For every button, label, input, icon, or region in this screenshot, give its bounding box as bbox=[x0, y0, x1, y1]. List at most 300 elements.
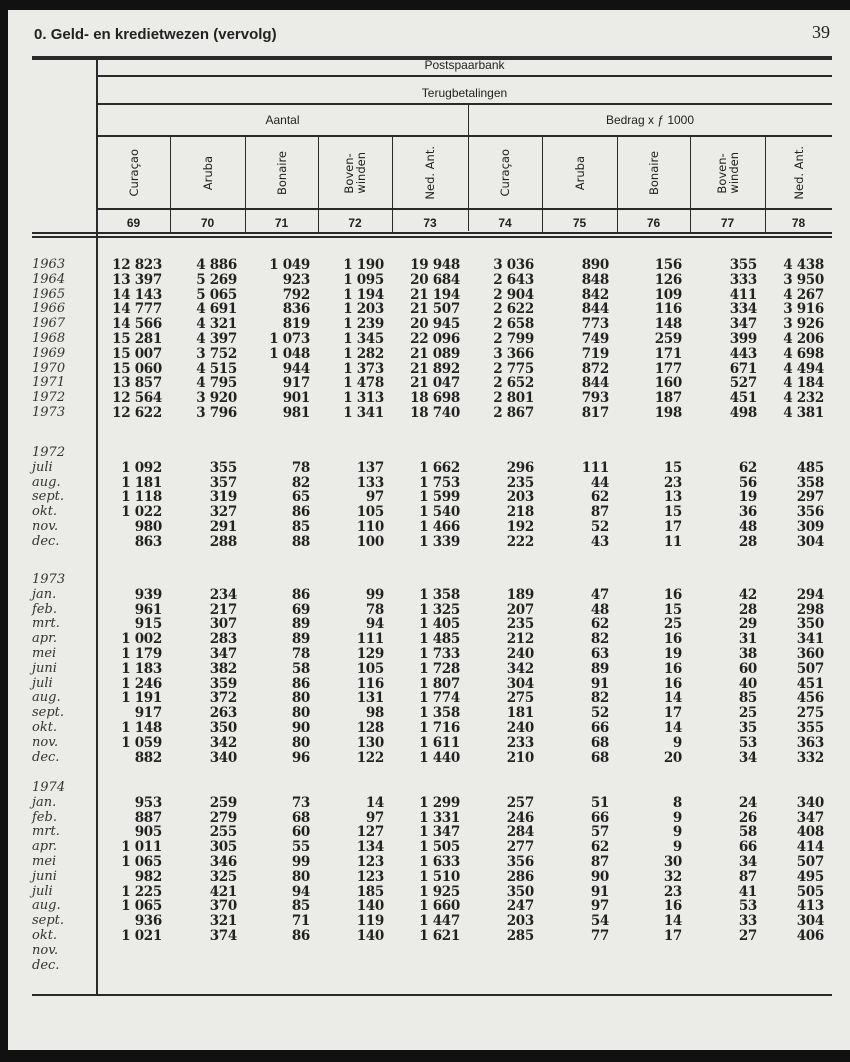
table-cell: 414 bbox=[796, 839, 824, 856]
table-cell: 20 945 bbox=[410, 316, 460, 333]
table-cell: 817 bbox=[581, 404, 609, 421]
table-row bbox=[32, 706, 832, 721]
table-cell: 961 bbox=[134, 601, 162, 618]
table-cell: 58 bbox=[291, 660, 310, 677]
table-cell: 297 bbox=[796, 489, 824, 506]
table-cell: 4 184 bbox=[783, 375, 824, 392]
table-cell: 105 bbox=[356, 504, 384, 521]
table-row bbox=[32, 811, 832, 826]
table-cell: 62 bbox=[590, 839, 609, 856]
table-row bbox=[32, 476, 832, 491]
table-cell: 48 bbox=[738, 518, 757, 535]
section-title: 0. Geld- en kredietwezen (vervolg) bbox=[34, 26, 277, 43]
table-cell: 129 bbox=[356, 645, 384, 662]
table-cell: 399 bbox=[729, 330, 757, 347]
table-cell: 332 bbox=[796, 749, 824, 766]
table-cell: 981 bbox=[282, 404, 310, 421]
table-cell: 111 bbox=[581, 459, 609, 476]
table-cell: 342 bbox=[506, 660, 534, 677]
table-cell: 11 bbox=[663, 533, 682, 550]
table-cell: 69 bbox=[291, 601, 310, 618]
table-cell: 42 bbox=[738, 586, 757, 603]
table-cell: 443 bbox=[729, 345, 757, 362]
row-label: mei bbox=[32, 645, 57, 661]
bottom-rule bbox=[32, 994, 832, 996]
table-cell: 382 bbox=[209, 660, 237, 677]
table-cell: 917 bbox=[282, 375, 310, 392]
column-number: 70 bbox=[200, 216, 215, 230]
table-cell: 9 bbox=[672, 734, 682, 751]
table-row bbox=[32, 944, 832, 959]
table-cell: 99 bbox=[365, 586, 384, 603]
table-cell: 1 807 bbox=[419, 675, 460, 692]
table-cell: 85 bbox=[291, 898, 310, 915]
table-cell: 1 599 bbox=[419, 489, 460, 506]
header-line bbox=[97, 135, 832, 137]
table-cell: 24 bbox=[738, 794, 757, 811]
table-cell: 15 bbox=[663, 601, 682, 618]
table-cell: 408 bbox=[796, 824, 824, 841]
table-cell: 82 bbox=[590, 631, 609, 648]
table-cell: 98 bbox=[365, 705, 384, 722]
table-cell: 192 bbox=[506, 518, 534, 535]
row-label: dec. bbox=[32, 749, 60, 765]
table-row bbox=[32, 391, 832, 406]
table-cell: 298 bbox=[796, 601, 824, 618]
table-cell: 507 bbox=[796, 853, 824, 870]
sub-header: Terugbetalingen bbox=[421, 86, 508, 100]
table-cell: 347 bbox=[796, 809, 824, 826]
row-label: apr. bbox=[32, 839, 57, 855]
table-cell: 8 bbox=[672, 794, 682, 811]
column-number: 71 bbox=[274, 216, 289, 230]
table-cell: 14 bbox=[663, 913, 682, 930]
table-cell: 350 bbox=[796, 616, 824, 633]
row-label: sept. bbox=[32, 705, 65, 721]
table-cell: 34 bbox=[738, 749, 757, 766]
table-cell: 235 bbox=[506, 474, 534, 491]
table-cell: 1 662 bbox=[419, 459, 460, 476]
table-cell: 78 bbox=[291, 459, 310, 476]
table-cell: 1 925 bbox=[419, 883, 460, 900]
table-cell: 1 065 bbox=[121, 853, 162, 870]
table-cell: 5 269 bbox=[196, 271, 237, 288]
table-cell: 1 191 bbox=[121, 690, 162, 707]
table-cell: 4 438 bbox=[783, 257, 824, 273]
row-label: aug. bbox=[32, 690, 61, 706]
table-cell: 283 bbox=[209, 631, 237, 648]
table-group bbox=[32, 258, 832, 421]
table-cell: 1 774 bbox=[419, 690, 460, 707]
table-cell: 85 bbox=[738, 690, 757, 707]
table-cell: 89 bbox=[291, 631, 310, 648]
table-cell: 305 bbox=[209, 839, 237, 856]
table-cell: 25 bbox=[663, 616, 682, 633]
table-cell: 1 246 bbox=[121, 675, 162, 692]
table-cell: 363 bbox=[796, 734, 824, 751]
table-cell: 1 002 bbox=[121, 631, 162, 648]
table-cell: 63 bbox=[590, 645, 609, 662]
table-cell: 923 bbox=[282, 271, 310, 288]
table-cell: 4 206 bbox=[783, 330, 824, 347]
table-cell: 94 bbox=[365, 616, 384, 633]
table-cell: 360 bbox=[796, 645, 824, 662]
table-cell: 21 194 bbox=[410, 286, 460, 303]
table-cell: 86 bbox=[291, 504, 310, 521]
table-cell: 1 011 bbox=[121, 839, 162, 856]
table-cell: 99 bbox=[291, 853, 310, 870]
table-cell: 1 540 bbox=[419, 504, 460, 521]
table-cell: 406 bbox=[796, 927, 824, 944]
header-line bbox=[97, 75, 832, 77]
table-cell: 1 341 bbox=[343, 404, 384, 421]
row-label: feb. bbox=[32, 601, 57, 617]
header-line bbox=[97, 208, 832, 210]
table-cell: 85 bbox=[291, 518, 310, 535]
table-cell: 4 321 bbox=[196, 316, 237, 333]
table-cell: 372 bbox=[209, 690, 237, 707]
table-cell: 456 bbox=[796, 690, 824, 707]
document-page bbox=[8, 10, 850, 1050]
table-cell: 116 bbox=[356, 675, 384, 692]
table-row bbox=[32, 588, 832, 603]
group-label: 1972 bbox=[32, 445, 66, 460]
column-number: 76 bbox=[646, 216, 661, 230]
table-cell: 905 bbox=[134, 824, 162, 841]
column-number: 74 bbox=[498, 216, 512, 230]
table-cell: 87 bbox=[738, 868, 757, 885]
table-cell: 1 190 bbox=[343, 257, 384, 273]
column-header-label: Ned. Ant. bbox=[423, 146, 437, 200]
table-cell: 48 bbox=[590, 601, 609, 618]
table-cell: 340 bbox=[796, 794, 824, 811]
column-header-label: Boven- winden bbox=[714, 152, 741, 194]
table-cell: 277 bbox=[506, 839, 534, 856]
row-label: 1971 bbox=[32, 375, 66, 391]
table-cell: 53 bbox=[738, 898, 757, 915]
table-cell: 2 799 bbox=[493, 330, 534, 347]
row-label: okt. bbox=[32, 719, 58, 735]
table-cell: 1 728 bbox=[419, 660, 460, 677]
table-cell: 275 bbox=[796, 705, 824, 722]
table-cell: 19 bbox=[663, 645, 682, 662]
table-cell: 156 bbox=[654, 257, 682, 273]
table-cell: 3 796 bbox=[196, 404, 237, 421]
table-row bbox=[32, 461, 832, 476]
table-cell: 33 bbox=[738, 913, 757, 930]
column-divider bbox=[617, 136, 618, 232]
table-cell: 719 bbox=[581, 345, 609, 362]
table-cell: 222 bbox=[506, 533, 534, 550]
row-label: feb. bbox=[32, 809, 57, 825]
table-cell: 68 bbox=[291, 809, 310, 826]
table-cell: 917 bbox=[134, 705, 162, 722]
row-label: 1968 bbox=[32, 330, 66, 346]
table-cell: 4 886 bbox=[196, 257, 237, 273]
table-cell: 240 bbox=[506, 645, 534, 662]
table-cell: 97 bbox=[590, 898, 609, 915]
super-header: Postspaarbank bbox=[424, 58, 505, 72]
table-cell: 3 916 bbox=[783, 301, 824, 318]
table-cell: 13 397 bbox=[112, 271, 162, 288]
table-cell: 451 bbox=[729, 390, 757, 407]
table-cell: 259 bbox=[209, 794, 237, 811]
row-label: sept. bbox=[32, 913, 65, 929]
column-header-label: Bonaire bbox=[646, 150, 661, 195]
table-row bbox=[32, 929, 832, 944]
table-cell: 304 bbox=[796, 913, 824, 930]
column-header bbox=[318, 138, 392, 208]
column-divider bbox=[392, 136, 393, 232]
table-cell: 953 bbox=[134, 794, 162, 811]
table-cell: 1 282 bbox=[343, 345, 384, 362]
row-label: 1966 bbox=[32, 301, 66, 317]
column-divider bbox=[170, 136, 171, 232]
table-cell: 16 bbox=[663, 586, 682, 603]
table-cell: 51 bbox=[590, 794, 609, 811]
table-cell: 257 bbox=[506, 794, 534, 811]
table-cell: 203 bbox=[506, 489, 534, 506]
table-cell: 82 bbox=[291, 474, 310, 491]
table-cell: 177 bbox=[654, 360, 682, 377]
table-cell: 1 148 bbox=[121, 719, 162, 736]
row-label: 1970 bbox=[32, 360, 66, 376]
table-cell: 100 bbox=[356, 533, 384, 550]
table-cell: 71 bbox=[291, 913, 310, 930]
table-cell: 90 bbox=[291, 719, 310, 736]
table-row bbox=[32, 959, 832, 974]
table-cell: 17 bbox=[663, 705, 682, 722]
row-label: juli bbox=[32, 675, 53, 691]
table-cell: 5 065 bbox=[196, 286, 237, 303]
table-cell: 22 096 bbox=[410, 330, 460, 347]
table-cell: 131 bbox=[356, 690, 384, 707]
table-cell: 66 bbox=[590, 809, 609, 826]
row-label: okt. bbox=[32, 504, 58, 520]
table-cell: 1 358 bbox=[419, 705, 460, 722]
table-cell: 1 505 bbox=[419, 839, 460, 856]
table-cell: 334 bbox=[729, 301, 757, 318]
column-header-label: Ned. Ant. bbox=[791, 146, 806, 200]
row-label: nov. bbox=[32, 518, 59, 534]
row-label: apr. bbox=[32, 631, 57, 647]
table-cell: 296 bbox=[506, 459, 534, 476]
table-cell: 887 bbox=[134, 809, 162, 826]
table-cell: 109 bbox=[654, 286, 682, 303]
table-cell: 263 bbox=[209, 705, 237, 722]
table-cell: 203 bbox=[506, 913, 534, 930]
row-label: 1972 bbox=[32, 390, 66, 406]
table-cell: 40 bbox=[738, 675, 757, 692]
table-cell: 78 bbox=[291, 645, 310, 662]
table-row bbox=[32, 317, 832, 332]
header-line bbox=[97, 103, 832, 105]
table-cell: 327 bbox=[209, 504, 237, 521]
table-cell: 60 bbox=[738, 660, 757, 677]
table-cell: 122 bbox=[356, 749, 384, 766]
table-cell: 9 bbox=[672, 809, 682, 826]
table-cell: 123 bbox=[356, 868, 384, 885]
table-cell: 307 bbox=[209, 616, 237, 633]
table-cell: 1 299 bbox=[419, 794, 460, 811]
table-cell: 275 bbox=[506, 690, 534, 707]
table-cell: 19 948 bbox=[410, 257, 460, 273]
table-row bbox=[32, 520, 832, 535]
row-label: 1963 bbox=[32, 257, 66, 272]
column-header bbox=[468, 138, 542, 208]
column-number: 77 bbox=[720, 216, 735, 230]
table-cell: 333 bbox=[729, 271, 757, 288]
table-cell: 1 092 bbox=[121, 459, 162, 476]
table-cell: 4 397 bbox=[196, 330, 237, 347]
table-cell: 259 bbox=[654, 330, 682, 347]
table-cell: 35 bbox=[738, 719, 757, 736]
table-cell: 341 bbox=[796, 631, 824, 648]
table-cell: 23 bbox=[663, 883, 682, 900]
table-cell: 55 bbox=[291, 839, 310, 856]
table-cell: 80 bbox=[291, 734, 310, 751]
table-cell: 116 bbox=[654, 301, 682, 318]
table-cell: 1 225 bbox=[121, 883, 162, 900]
table-cell: 939 bbox=[134, 586, 162, 603]
table-cell: 20 bbox=[663, 749, 682, 766]
row-label: 1969 bbox=[32, 345, 66, 361]
table-row bbox=[32, 505, 832, 520]
table-cell: 4 691 bbox=[196, 301, 237, 318]
table-cell: 2 658 bbox=[493, 316, 534, 333]
table-row bbox=[32, 751, 832, 766]
table-cell: 65 bbox=[291, 489, 310, 506]
table-cell: 86 bbox=[291, 927, 310, 944]
table-cell: 105 bbox=[356, 660, 384, 677]
table-cell: 1 347 bbox=[419, 824, 460, 841]
table-cell: 140 bbox=[356, 927, 384, 944]
table-row bbox=[32, 406, 832, 421]
table-cell: 1 358 bbox=[419, 586, 460, 603]
table-cell: 1 733 bbox=[419, 645, 460, 662]
row-label: juni bbox=[32, 660, 57, 676]
table-cell: 15 281 bbox=[112, 330, 162, 347]
table-cell: 1 179 bbox=[121, 645, 162, 662]
table-cell: 217 bbox=[209, 601, 237, 618]
table-cell: 844 bbox=[581, 301, 609, 318]
table-cell: 9 bbox=[672, 839, 682, 856]
table-cell: 66 bbox=[738, 839, 757, 856]
table-cell: 2 904 bbox=[493, 286, 534, 303]
table-cell: 86 bbox=[291, 586, 310, 603]
column-header-label: Curaçao bbox=[126, 149, 141, 197]
table-cell: 4 232 bbox=[783, 390, 824, 407]
table-cell: 90 bbox=[590, 868, 609, 885]
table-cell: 1 447 bbox=[419, 913, 460, 930]
table-cell: 1 021 bbox=[121, 927, 162, 944]
table-cell: 346 bbox=[209, 853, 237, 870]
table-cell: 240 bbox=[506, 719, 534, 736]
column-header-label: Bonaire bbox=[274, 150, 289, 195]
column-number: 73 bbox=[423, 216, 437, 230]
table-cell: 56 bbox=[738, 474, 757, 491]
table-cell: 91 bbox=[590, 883, 609, 900]
table-cell: 413 bbox=[796, 898, 824, 915]
table-cell: 16 bbox=[663, 631, 682, 648]
table-cell: 1 048 bbox=[269, 345, 310, 362]
table-cell: 29 bbox=[738, 616, 757, 633]
table-cell: 915 bbox=[134, 616, 162, 633]
table-cell: 980 bbox=[134, 518, 162, 535]
table-cell: 304 bbox=[796, 533, 824, 550]
table-cell: 28 bbox=[738, 533, 757, 550]
table-cell: 15 060 bbox=[112, 360, 162, 377]
table-cell: 23 bbox=[663, 474, 682, 491]
table-cell: 15 bbox=[663, 459, 682, 476]
column-divider bbox=[318, 136, 319, 232]
table-cell: 68 bbox=[590, 749, 609, 766]
row-label: sept. bbox=[32, 489, 65, 505]
table-cell: 234 bbox=[209, 586, 237, 603]
table-cell: 31 bbox=[738, 631, 757, 648]
table-cell: 507 bbox=[796, 660, 824, 677]
table-cell: 187 bbox=[654, 390, 682, 407]
table-row bbox=[32, 840, 832, 855]
table-cell: 14 bbox=[365, 794, 384, 811]
row-label: jan. bbox=[32, 586, 57, 602]
table-cell: 73 bbox=[291, 794, 310, 811]
table-cell: 134 bbox=[356, 839, 384, 856]
table-row bbox=[32, 647, 832, 662]
group-label: 1973 bbox=[32, 572, 66, 587]
column-header bbox=[542, 138, 617, 208]
table-cell: 16 bbox=[663, 898, 682, 915]
table-cell: 14 777 bbox=[112, 301, 162, 318]
table-cell: 44 bbox=[590, 474, 609, 491]
table-cell: 1 611 bbox=[419, 734, 460, 751]
table-cell: 340 bbox=[209, 749, 237, 766]
column-divider bbox=[468, 135, 469, 231]
table-cell: 844 bbox=[581, 375, 609, 392]
table-cell: 3 366 bbox=[493, 345, 534, 362]
table-cell: 1 313 bbox=[343, 390, 384, 407]
table-cell: 140 bbox=[356, 898, 384, 915]
table-cell: 527 bbox=[729, 375, 757, 392]
table-cell: 1 325 bbox=[419, 601, 460, 618]
table-cell: 189 bbox=[506, 586, 534, 603]
row-label: 1964 bbox=[32, 271, 66, 287]
row-label: juli bbox=[32, 883, 53, 899]
table-cell: 148 bbox=[654, 316, 682, 333]
table-row bbox=[32, 490, 832, 505]
table-cell: 451 bbox=[796, 675, 824, 692]
table-cell: 793 bbox=[581, 390, 609, 407]
row-label: nov. bbox=[32, 942, 59, 958]
table-cell: 91 bbox=[590, 675, 609, 692]
table-row bbox=[32, 632, 832, 647]
table-cell: 218 bbox=[506, 504, 534, 521]
table-row bbox=[32, 617, 832, 632]
group-header-aantal: Aantal bbox=[265, 113, 300, 127]
table-row bbox=[32, 885, 832, 900]
table-row bbox=[32, 825, 832, 840]
table-cell: 30 bbox=[663, 853, 682, 870]
table-cell: 12 622 bbox=[112, 404, 162, 421]
table-cell: 88 bbox=[291, 533, 310, 550]
table-cell: 160 bbox=[654, 375, 682, 392]
table-cell: 4 698 bbox=[783, 345, 824, 362]
table-cell: 181 bbox=[506, 705, 534, 722]
table-cell: 291 bbox=[209, 518, 237, 535]
table-cell: 836 bbox=[282, 301, 310, 318]
table-cell: 355 bbox=[209, 459, 237, 476]
column-header bbox=[690, 138, 765, 208]
